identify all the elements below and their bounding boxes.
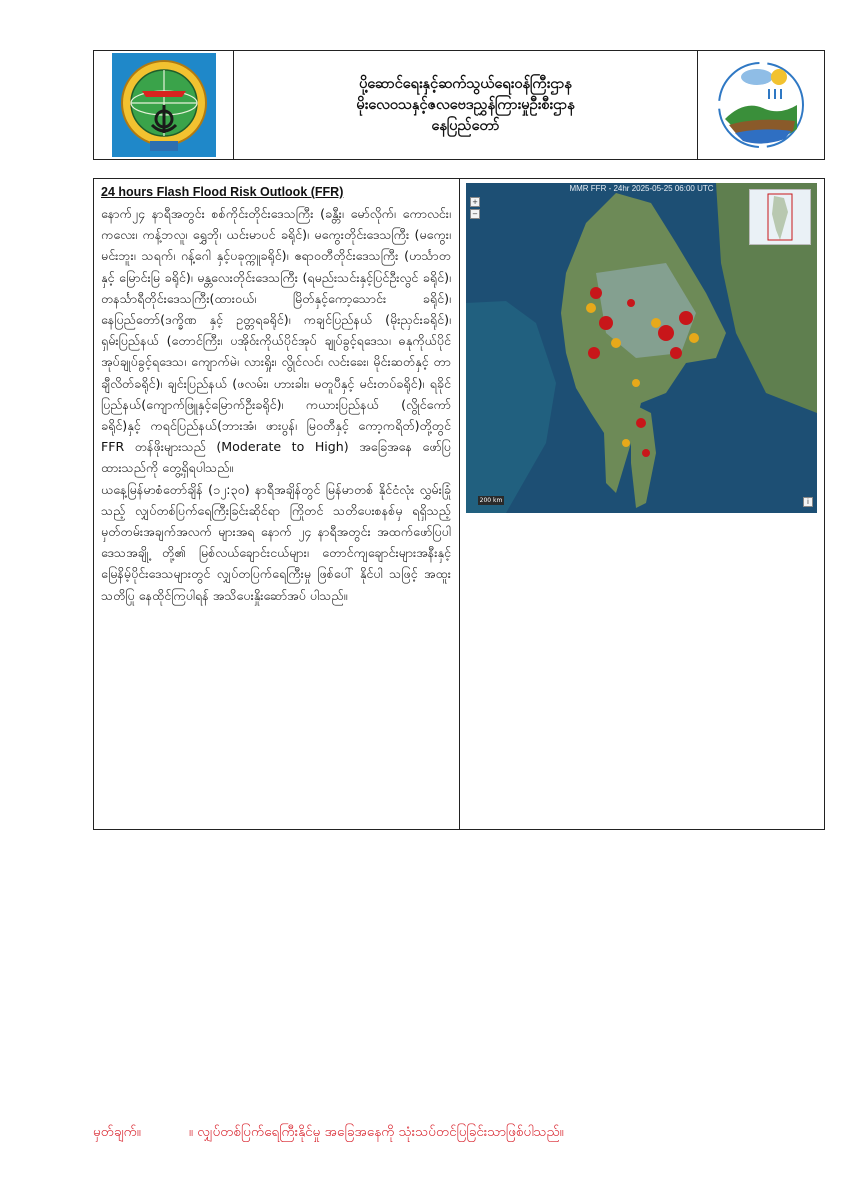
ministry-emblem-logo xyxy=(112,53,216,157)
city-name: နေပြည်တော် xyxy=(431,117,500,134)
inset-canvas xyxy=(750,190,810,244)
overview-inset-map[interactable] xyxy=(749,189,811,245)
outlook-paragraph-2: ယနေ့မြန်မာစံတော်ချိန် (၁၂:၃၀) နာရီအချိန်တွင် မြန်မာတစ် နိုင်ငံလုံး လွှမ်းခြုံသည့် လျှပ်တစ်ပြက်ရေကြီးခြင်းဆိုင်ရာ ကြိုတင် သတိပေးစနစ်မှ ရရှိသည့် မှတ်တမ်းအချက်အလက် များအရ နောက် ၂၄ နာရီအတွင်း အထက်ဖော်ပြပါ ဒေသအချို့ တို့၏ မြစ်လယ်ချောင်းငယ်များ၊ တောင်ကျချောင်းများအနီးနှင့် မြေနိမ့်ပိုင်းဒေသများတွင် လျှပ်တပြက်ရေကြီးမှု ဖြစ်ပေါ် နိုင်ပါ သဖြင့် အထူးသတိပြု နေထိုင်ကြပါရန် အသိပေးနှိုးဆော်အပ် ပါသည်။ xyxy=(101,481,451,603)
outlook-paragraph-1: နောက်၂၄ နာရီအတွင်း စစ်ကိုင်းတိုင်းဒေသကြီး (ခန္တီး၊ မော်လိုက်၊ ကောလင်း၊ ကလေး၊ ကန့်ဘလူ၊ ရွှေဘို၊ ယင်းမာပင် ခရိုင်)၊ မကွေးတိုင်းဒေသကြီး (မကွေး၊ မင်းဘူး၊ သရက်၊ ဂန့်ဂေါ နှင့်ပခုက္ကူခရိုင်)၊ ဧရာဝတီတိုင်းဒေသကြီး (ဟင်္သာတနှင့် မြောင်းမြ ခရိုင်)၊ မန္တလေးတိုင်းဒေသကြီး (ရမည်းသင်းနှင့်ပြင်ဦးလွင် ခရိုင်)၊ တနင်္သာရီတိုင်းဒေသကြီး(ထားဝယ်၊ မြိတ်နှင့်ကော့သောင်း ခရိုင်)၊ နေပြည်တော်(ဒက္ခိဏ နှင့် ဥတ္တရခရိုင်)၊ ကချင်ပြည်နယ် (မိုးညှင်းခရိုင်)၊ ရှမ်းပြည်နယ် (တောင်ကြီး၊ ပအိုဝ်းကိုယ်ပိုင်အုပ် ချုပ်ခွင့်ရဒေသ၊ ဓနုကိုယ်ပိုင်အုပ်ချုပ်ခွင့်ရဒေသ၊ ကျောက်မဲ၊ လားရှိုး၊ လွိုင်လင်၊ လင်းခေး၊ မိုင်းဆတ်နှင့် တာချီလိတ်ခရိုင်)၊ ချင်းပြည်နယ် (ဖလမ်း၊ ဟားခါး၊ မတူပီနှင့် မင်းတပ်ခရိုင်)၊ ရခိုင် ပြည်နယ်(ကျောက်ဖြူနှင့်မြောက်ဦးခရိုင်)၊ ကယားပြည်နယ် (လွိုင်ကော်ခရိုင်)နှင့် ကရင်ပြည်နယ်(ဘားအံ၊ ဖားပွန်၊ မြဝတီနှင့် ကော့ကရိတ်)တို့တွင် FFR တန်ဖိုးများသည် (Moderate to High) အခြေအနေ ဖော်ပြထားသည်ကို တွေ့ရှိရပါသည်။ xyxy=(101,206,451,476)
note-text: ။ လျှပ်တစ်ပြက်ရေကြီးနိုင်မှု အခြေအနေကို သုံးသပ်တင်ပြခြင်းသာဖြစ်ပါသည်။ xyxy=(188,1124,564,1140)
document-header xyxy=(93,50,825,160)
zoom-out-button[interactable]: − xyxy=(470,209,480,219)
footer-note xyxy=(93,1123,833,1143)
right-logo-cell xyxy=(698,51,824,159)
outlook-section xyxy=(93,178,825,830)
scale-bar: 200 km xyxy=(479,497,503,504)
header-title-block xyxy=(234,51,698,159)
outlook-heading: 24 hours Flash Flood Risk Outlook (FFR) xyxy=(101,185,344,199)
outlook-body xyxy=(101,203,451,606)
hydrology-emblem-logo xyxy=(715,59,807,151)
map-column xyxy=(460,179,824,829)
ministry-name: ပို့ဆောင်ရေးနှင့်ဆက်သွယ်ရေးဝန်ကြီးဌာန xyxy=(359,75,572,92)
zoom-in-button[interactable]: + xyxy=(470,197,480,207)
note-label: မှတ်ချက်။ xyxy=(93,1124,141,1140)
left-logo-cell xyxy=(94,51,234,159)
department-name: မိုးလေဝသနှင့်ဇလဗေဒညွှန်ကြားမှုဦးစီးဌာန xyxy=(356,96,575,113)
map-title: MMR FFR - 24hr 2025-05-25 06:00 UTC xyxy=(569,184,714,193)
ffr-map[interactable] xyxy=(466,183,817,513)
info-icon[interactable]: i xyxy=(803,497,813,507)
outlook-text-column xyxy=(94,179,460,829)
